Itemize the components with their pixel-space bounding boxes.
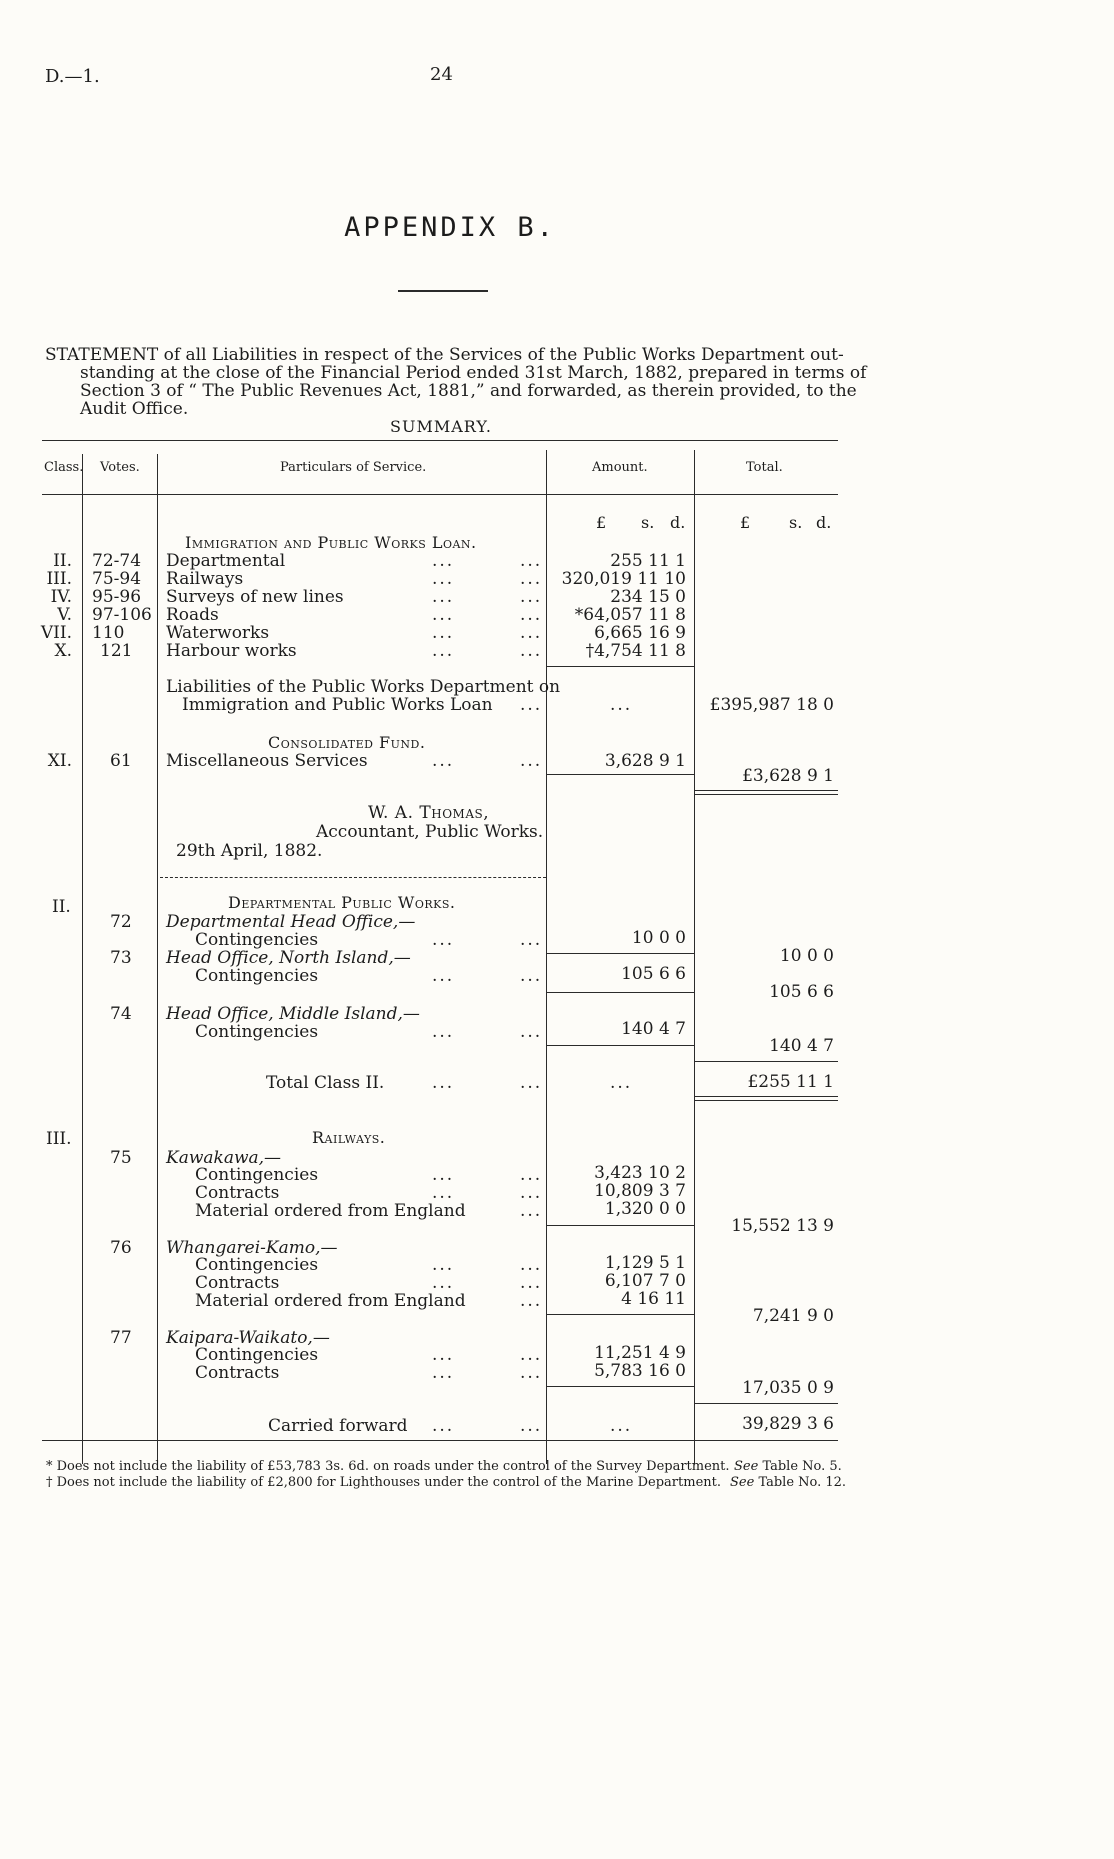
line-label: Contingencies [195,966,319,986]
see-label: See [734,1459,759,1474]
leader-dots: ... [432,1073,455,1093]
leader-dots: ... [432,605,455,625]
row-amount: 1,320 0 0 [604,1199,686,1219]
group-total: 15,552 13 9 [731,1216,834,1236]
row-particular: Waterworks [166,623,270,643]
leader-dots: ... [520,1291,543,1311]
item-total: 140 4 7 [769,1036,834,1056]
footnote-text: † Does not include the liability of £2,800 for Lighthouses under the control of the Marine Department. [46,1475,721,1490]
header-amount: Amount. [592,460,648,475]
row-amount: 105 6 6 [621,964,686,984]
row-amount: 3,628 9 1 [604,751,686,771]
row-class: VII. [40,623,72,643]
section-separator [160,877,546,878]
row-amount: 4 16 11 [621,1289,686,1309]
subtotal-rule [546,992,694,993]
signatory-name: W. A. Thomas, [368,803,490,823]
row-class: III. [46,1129,72,1149]
leader-dots: ... [520,695,543,715]
leader-dots: ... [432,1363,455,1383]
vote-number: 73 [110,948,132,968]
intro-line-4: Audit Office. [80,399,189,419]
subtotal-rule [546,1314,694,1315]
leader-dots: ... [610,1073,633,1093]
col-divider-class [82,454,83,1464]
row-amount: 140 4 7 [621,1019,686,1039]
header-votes: Votes. [100,460,140,475]
row-particular: Departmental [166,551,286,571]
leader-dots: ... [520,605,543,625]
leader-dots: ... [520,1073,543,1093]
line-label: Material ordered from England [195,1291,466,1311]
row-amount: 234 15 0 [610,587,686,607]
item-total: 10 0 0 [779,946,834,966]
row-votes: 121 [100,641,133,661]
footnote-1-ref [734,1459,842,1474]
leader-dots: ... [610,695,633,715]
total-unit-shillings: s. [789,513,803,532]
leader-dots: ... [520,966,543,986]
intro-line-3: Section 3 of “ The Public Revenues Act, 1881,” and forwarded, as therein provided, to the [80,381,857,401]
document-reference: D.—1. [45,66,100,87]
row-class: IV. [50,587,72,607]
vote-number: 74 [110,1004,132,1024]
row-particular: Surveys of new lines [166,587,344,607]
row-votes: 61 [110,751,132,771]
line-label: Contingencies [195,1022,319,1042]
line-label: Contingencies [195,1345,319,1365]
subtotal-rule [546,953,694,954]
leader-dots: ... [432,551,455,571]
office-name: Head Office, North Island,— [166,948,411,968]
office-name: Head Office, Middle Island,— [166,1004,420,1024]
col-divider-amount [694,450,695,1464]
leader-dots: ... [520,641,543,661]
row-amount: 255 11 1 [610,551,686,571]
line-label: Contingencies [195,1165,319,1185]
carried-forward-total: 39,829 3 6 [742,1414,834,1434]
leader-dots: ... [520,1416,543,1436]
vote-number: 75 [110,1148,132,1168]
table-header-rule [42,494,838,495]
line-label: Contracts [195,1273,280,1293]
vote-number: 77 [110,1328,132,1348]
leader-dots: ... [520,587,543,607]
signature-date: 29th April, 1882. [176,841,323,861]
row-class: V. [57,605,72,625]
leader-dots: ... [520,1255,543,1275]
class-total: £255 11 1 [747,1072,834,1092]
row-amount: 6,665 16 9 [594,623,686,643]
table-top-rule [42,440,838,441]
col-divider-particulars [546,450,547,1464]
double-rule-bottom [694,794,838,795]
footnote-text: * Does not include the liability of £53,783 3s. 6d. on roads under the control of the Survey Department. [46,1459,730,1474]
leader-dots: ... [520,930,543,950]
row-votes: 110 [92,623,125,643]
group-total: 7,241 9 0 [752,1306,834,1326]
vote-number: 76 [110,1238,132,1258]
total-class-label: Total Class II. [266,1073,385,1093]
row-particular: Harbour works [166,641,297,661]
subtotal-rule [546,666,694,667]
item-total: 105 6 6 [769,982,834,1002]
row-amount: 11,251 4 9 [594,1343,686,1363]
leader-dots: ... [432,1022,455,1042]
leader-dots: ... [520,1345,543,1365]
leader-dots: ... [520,1165,543,1185]
signatory-title: Accountant, Public Works. [316,822,544,842]
subtotal-rule [694,1061,838,1062]
header-class: Class. [44,460,84,475]
group-total: 17,035 0 9 [742,1378,834,1398]
line-label: Material ordered from England [195,1201,466,1221]
row-amount: †4,754 11 8 [585,641,686,661]
leader-dots: ... [432,1183,455,1203]
liabilities-label-2: Immigration and Public Works Loan [182,695,493,715]
amount-unit-pounds: £ [596,513,607,532]
amount-unit-shillings: s. [641,513,655,532]
leader-dots: ... [432,1345,455,1365]
row-amount: 6,107 7 0 [604,1271,686,1291]
row-particular: Miscellaneous Services [166,751,368,771]
title-rule [398,290,488,292]
row-votes: 97-106 [92,605,152,625]
table-bottom-rule [42,1440,838,1441]
subtotal-rule [546,1386,694,1387]
railway-name: Kaipara-Waikato,— [166,1328,330,1348]
double-rule-bottom [694,1100,838,1101]
leader-dots: ... [432,569,455,589]
table-ref: Table No. 5. [762,1459,842,1474]
line-label: Contingencies [195,930,319,950]
railway-name: Whangarei-Kamo,— [166,1238,338,1258]
footnote-1 [46,1459,730,1474]
row-class: XI. [47,751,72,771]
row-amount: *64,057 11 8 [574,605,686,625]
leader-dots: ... [432,623,455,643]
leader-dots: ... [432,1255,455,1275]
leader-dots: ... [520,751,543,771]
table-ref: Table No. 12. [758,1475,847,1490]
row-amount: 10 0 0 [631,928,686,948]
intro-line-2: standing at the close of the Financial Period ended 31st March, 1882, prepared in terms of [80,363,867,383]
row-class: II. [52,897,71,917]
consolidated-total: £3,628 9 1 [742,766,834,786]
row-amount: 320,019 11 10 [561,569,686,589]
vote-number: 72 [110,912,132,932]
leader-dots: ... [520,1022,543,1042]
row-amount: 3,423 10 2 [594,1163,686,1183]
leader-dots: ... [520,1363,543,1383]
footnote-2 [46,1475,721,1490]
carried-forward-label: Carried forward [268,1416,408,1436]
row-amount: 10,809 3 7 [594,1181,686,1201]
leader-dots: ... [432,641,455,661]
section-heading-consolidated: Consolidated Fund. [268,733,426,752]
liabilities-label-1: Liabilities of the Public Works Department on [166,677,561,697]
leader-dots: ... [520,1183,543,1203]
leader-dots: ... [520,1201,543,1221]
header-particulars: Particulars of Service. [280,460,427,475]
row-class: II. [53,551,72,571]
double-rule-top [694,1096,838,1097]
row-amount: 5,783 16 0 [594,1361,686,1381]
page-number: 24 [430,64,453,85]
footnote-2-ref [730,1475,846,1490]
leader-dots: ... [520,1273,543,1293]
row-votes: 95-96 [92,587,142,607]
subtotal-rule [694,1403,838,1404]
railway-name: Kawakawa,— [166,1148,282,1168]
row-particular: Roads [166,605,219,625]
section-heading-immigration: Immigration and Public Works Loan. [185,533,477,552]
intro-line-1: STATEMENT of all Liabilities in respect of the Services of the Public Works Department out- [45,345,844,365]
col-divider-votes [157,454,158,1464]
leader-dots: ... [432,587,455,607]
see-label: See [730,1475,755,1490]
row-votes: 72-74 [92,551,142,571]
subtotal-rule [546,1045,694,1046]
leader-dots: ... [610,1416,633,1436]
leader-dots: ... [432,1273,455,1293]
line-label: Contingencies [195,1255,319,1275]
leader-dots: ... [432,751,455,771]
leader-dots: ... [432,1165,455,1185]
leader-dots: ... [432,1416,455,1436]
row-amount: 1,129 5 1 [604,1253,686,1273]
leader-dots: ... [520,623,543,643]
total-unit-pence: d. [816,513,832,532]
total-unit-pounds: £ [740,513,751,532]
leader-dots: ... [432,966,455,986]
header-total: Total. [746,460,783,475]
leader-dots: ... [520,551,543,571]
row-votes: 75-94 [92,569,142,589]
office-name: Departmental Head Office,— [166,912,416,932]
leader-dots: ... [432,930,455,950]
row-class: III. [46,569,72,589]
row-class: X. [54,641,72,661]
subtotal-rule [546,774,694,775]
amount-unit-pence: d. [670,513,686,532]
subtotal-rule [546,1225,694,1226]
appendix-title: APPENDIX B. [344,212,556,243]
immigration-total: £395,987 18 0 [709,695,834,715]
section-heading-departmental: Departmental Public Works. [228,893,456,912]
summary-title: SUMMARY. [390,417,492,436]
row-particular: Railways [166,569,244,589]
section-heading-railways: Railways. [312,1128,386,1147]
line-label: Contracts [195,1183,280,1203]
line-label: Contracts [195,1363,280,1383]
leader-dots: ... [520,569,543,589]
double-rule-top [694,790,838,791]
